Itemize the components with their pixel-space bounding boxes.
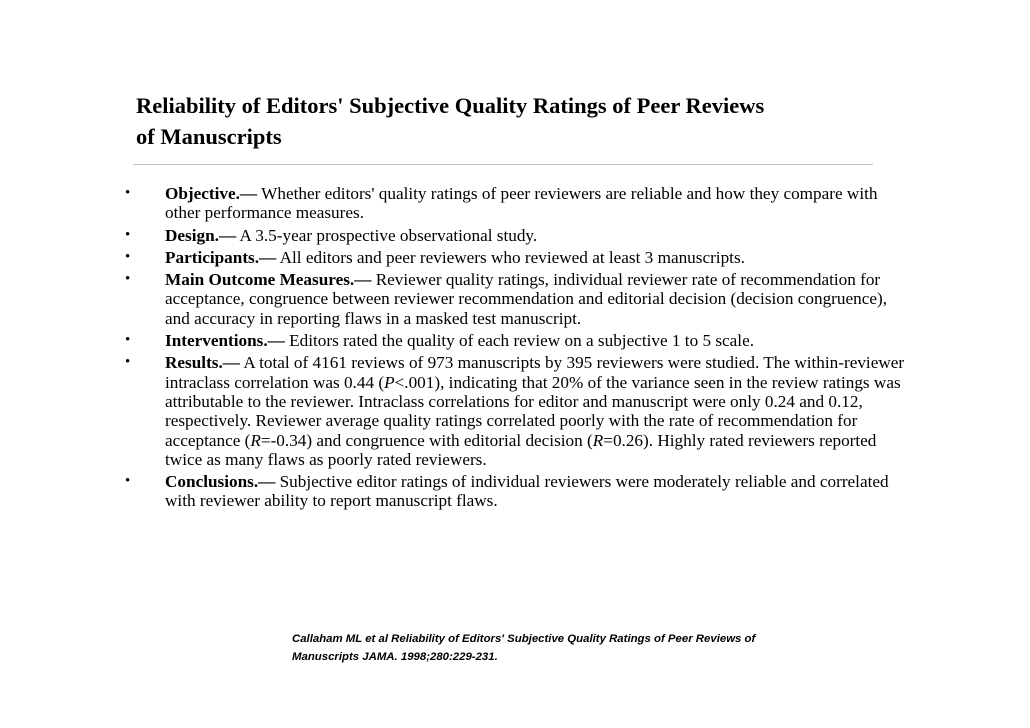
bullet-design xyxy=(117,226,907,245)
bullet-label: Conclusions.— xyxy=(165,472,276,492)
title-divider xyxy=(133,164,873,165)
citation xyxy=(292,630,892,666)
bullet-text: Editors rated the quality of each review on a subjective 1 to 5 scale. xyxy=(289,331,754,351)
stat-symbol: R xyxy=(592,430,604,450)
bullet-text: Subjective editor ratings of individual reviewers were moderately reliable and correlated with reviewer ability to report manuscript flaws. xyxy=(165,472,889,511)
bullet-results xyxy=(117,353,907,469)
bullet-label: Design.— xyxy=(165,225,237,245)
bullet-label: Objective.— xyxy=(165,184,258,203)
bullet-dot-icon: • xyxy=(125,271,131,288)
bullet-dot-icon: • xyxy=(125,185,131,201)
stat-symbol: P xyxy=(384,372,395,392)
bullet-dot-icon: • xyxy=(125,226,131,243)
bullet-main-outcome-measures xyxy=(117,270,907,328)
title-line-1: Reliability of Editors' Subjective Quality Ratings of Peer Reviews xyxy=(136,93,765,118)
abstract-bullet-list xyxy=(117,184,907,514)
bullet-text: All editors and peer reviewers who reviewed at least 3 manuscripts. xyxy=(279,247,745,267)
citation-line-1: Callaham ML et al Reliability of Editors' Subjective Quality Ratings of Peer Reviews of xyxy=(292,633,756,645)
bullet-dot-icon: • xyxy=(125,354,131,371)
title-line-2: of Manuscripts xyxy=(136,124,282,149)
bullet-conclusions xyxy=(117,472,907,511)
slide-title xyxy=(136,90,896,152)
bullet-objective xyxy=(117,184,907,223)
bullet-label: Participants.— xyxy=(165,247,277,267)
bullet-label: Results.— xyxy=(165,353,240,373)
bullet-label: Interventions.— xyxy=(165,331,285,351)
bullet-text: Whether editors' quality ratings of peer reviewers are reliable and how they compare with other performance measures. xyxy=(165,184,878,223)
bullet-text: A total of 4161 reviews of 973 manuscripts by 395 reviewers were studied. The within-reviewer intraclass correlation was 0.44 (P<.001), indicating that 20% of the variance seen in the review ratings was attributable to the reviewer. Intraclass correlations for editor and manuscript were only 0.24 and 0.12, respectively. Reviewer average quality ratings correlated poorly with the rate of recommendation for acceptance (R=-0.34) and congruence with editorial decision (R=0.26). Highly rated reviewers reported twice as many flaws as poorly rated reviewers. xyxy=(165,353,905,469)
bullet-dot-icon: • xyxy=(125,248,131,265)
stat-symbol: R xyxy=(250,430,261,450)
citation-line-2: Manuscripts JAMA. 1998;280:229-231. xyxy=(292,651,498,663)
bullet-dot-icon: • xyxy=(125,473,131,490)
bullet-text: A 3.5-year prospective observational study. xyxy=(239,225,538,245)
bullet-dot-icon: • xyxy=(125,332,131,349)
bullet-interventions xyxy=(117,331,907,350)
bullet-participants xyxy=(117,248,907,267)
bullet-text: Reviewer quality ratings, individual reviewer rate of recommendation for acceptance, congruence between reviewer recommendation and editorial decision (decision congruence), and accuracy in reporting flaws in a masked test manuscript. xyxy=(165,270,888,328)
bullet-label: Main Outcome Measures.— xyxy=(165,270,372,290)
